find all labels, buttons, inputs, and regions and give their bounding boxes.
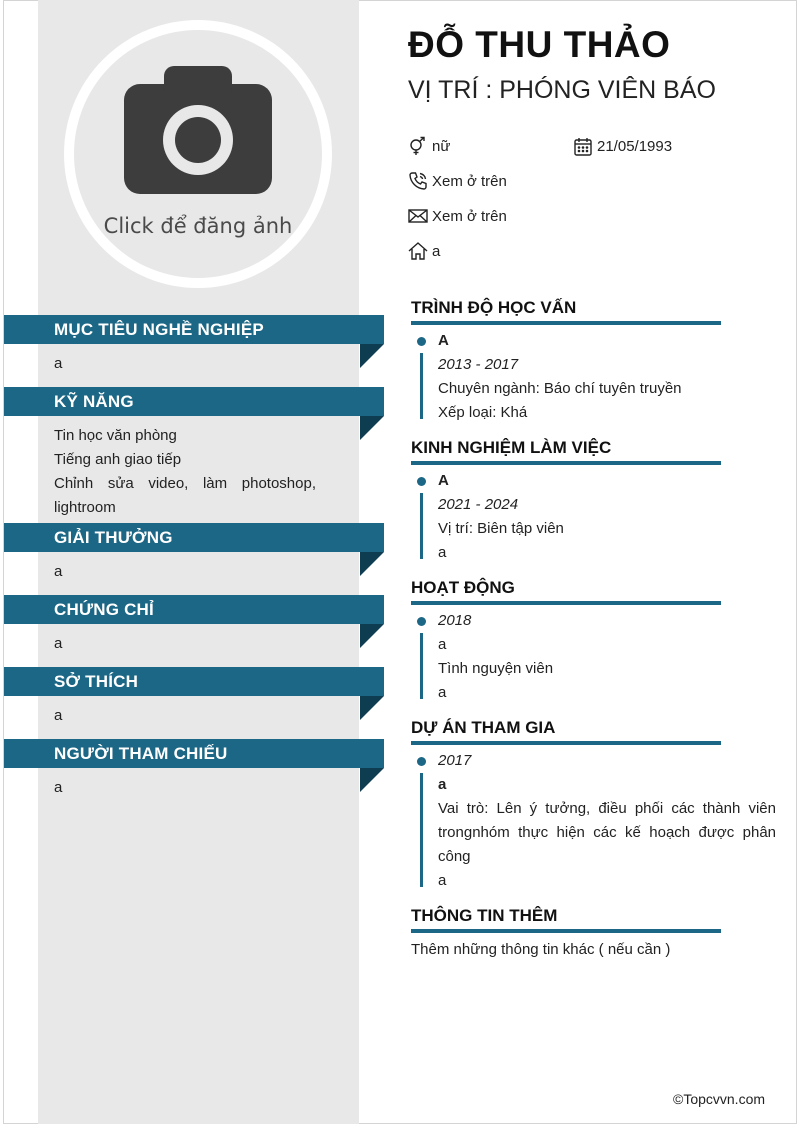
birthday-value: 21/05/1993 [597,137,673,155]
timeline-line [420,493,423,559]
section-title: GIẢI THƯỞNG [4,523,384,552]
school-name: A [438,332,449,349]
gender-icon [408,136,428,156]
references-section [4,739,384,800]
section-title: CHỨNG CHỈ [4,595,384,624]
phone-value: Xem ở trên [432,172,507,190]
section-title: HOẠT ĐỘNG [411,578,721,605]
skill-item: Tiếng anh giao tiếp [54,451,182,468]
education-section [411,298,776,425]
home-icon [408,241,428,261]
photo-caption: Click để đăng ảnh [103,214,293,238]
gender-row [408,136,450,156]
skill-item: Chỉnh sửa video, làm photoshop, lightroom [54,475,316,516]
section-title: KỸ NĂNG [4,387,384,416]
phone-icon [408,171,428,191]
timeline-entry [411,609,776,705]
objective-section [4,315,384,376]
calendar-icon [573,136,593,156]
fold-corner [360,768,384,792]
gender-value: nữ [432,137,451,155]
extra-section [411,906,776,962]
email-value: Xem ở trên [432,207,507,225]
candidate-name: ĐỖ THU THẢO [408,24,671,65]
timeline-entry [411,469,776,565]
hobbies-section [4,667,384,728]
section-title: TRÌNH ĐỘ HỌC VẤN [411,298,721,325]
activity-org: a [438,636,447,653]
fold-corner [360,344,384,368]
awards-section [4,523,384,584]
timeline-dot [417,617,426,626]
project-name: a [438,776,447,793]
activities-section [411,578,776,705]
experience-period: 2021 - 2024 [438,496,519,513]
experience-section [411,438,776,565]
phone-row [408,171,507,191]
fold-corner [360,696,384,720]
timeline-line [420,773,423,887]
timeline-entry [411,329,776,425]
email-row [408,206,507,226]
timeline-dot [417,757,426,766]
extra-text: Thêm những thông tin khác ( nếu cần ) [411,941,671,958]
skills-section [4,387,384,520]
fold-corner [360,416,384,440]
hobbies-text: a [54,707,63,724]
fold-corner [360,624,384,648]
skill-item: Tin học văn phòng [54,427,177,444]
education-period: 2013 - 2017 [438,356,519,373]
certificates-text: a [54,635,63,652]
section-title: DỰ ÁN THAM GIA [411,718,721,745]
experience-role: Vị trí: Biên tập viên [438,520,564,537]
address-row [408,241,440,261]
project-year: 2017 [438,752,472,769]
footer-copyright: ©Topcvvn.com [673,1091,766,1107]
address-value: a [432,242,441,260]
company-name: A [438,472,449,489]
camera-icon [124,66,272,194]
section-title: NGƯỜI THAM CHIẾU [4,739,384,768]
projects-section [411,718,776,893]
section-title: THÔNG TIN THÊM [411,906,721,933]
education-major: Chuyên ngành: Báo chí tuyên truyền [438,380,682,397]
fold-corner [360,552,384,576]
envelope-icon [408,206,428,226]
experience-desc: a [438,544,447,561]
timeline-entry [411,749,776,893]
project-desc: a [438,872,447,889]
education-rank: Xếp loại: Khá [438,404,528,421]
objective-text: a [54,355,63,372]
activity-role: Tình nguyện viên [438,660,554,677]
timeline-dot [417,337,426,346]
section-title: SỞ THÍCH [4,667,384,696]
timeline-line [420,353,423,419]
project-role: Vai trò: Lên ý tưởng, điều phối các thành viên trongnhóm thực hiện các kế hoạch được phân công [438,800,776,865]
birthday-row [573,136,672,156]
section-title: KINH NGHIỆM LÀM VIỆC [411,438,721,465]
activity-year: 2018 [438,612,472,629]
avatar-upload[interactable] [64,20,332,288]
references-text: a [54,779,63,796]
candidate-position: VỊ TRÍ : PHÓNG VIÊN BÁO [408,76,716,104]
section-title: MỤC TIÊU NGHỀ NGHIỆP [4,315,384,344]
awards-text: a [54,563,63,580]
certificates-section [4,595,384,656]
timeline-line [420,633,423,699]
activity-desc: a [438,684,447,701]
timeline-dot [417,477,426,486]
